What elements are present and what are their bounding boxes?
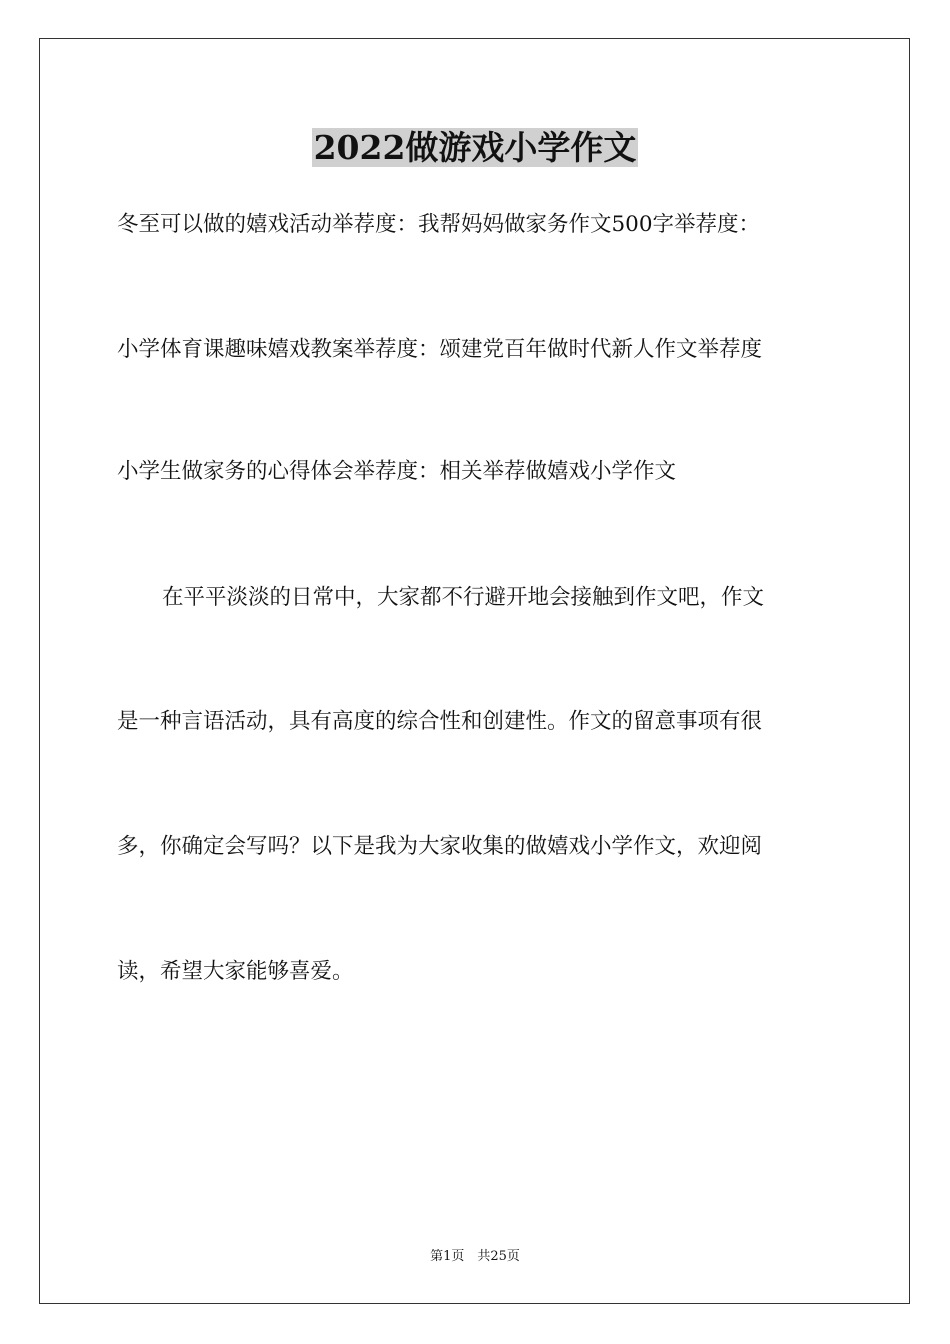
paragraph-line-4: 读，希望大家能够喜爱。: [117, 959, 354, 984]
page-footer: 第1页 共25页: [430, 1249, 520, 1264]
text-line-1: 冬至可以做的嬉戏活动举荐度：我帮妈妈做家务作文500字举荐度：: [117, 212, 761, 237]
document-title: [0, 126, 950, 170]
text-line-3: 小学生做家务的心得体会举荐度：相关举荐做嬉戏小学作文: [117, 459, 677, 484]
paragraph-line-1: 在平平淡淡的日常中，大家都不行避开地会接触到作文吧，作文: [162, 585, 765, 610]
text-line-2: 小学体育课趣味嬉戏教案举荐度：颂建党百年做时代新人作文举荐度: [117, 337, 763, 362]
paragraph-line-3: 多，你确定会写吗？以下是我为大家收集的做嬉戏小学作文，欢迎阅: [117, 834, 763, 859]
paragraph-line-2: 是一种言语活动，具有高度的综合性和创建性。作文的留意事项有很: [117, 709, 763, 734]
title-text: 2022做游戏小学作文: [313, 128, 637, 167]
